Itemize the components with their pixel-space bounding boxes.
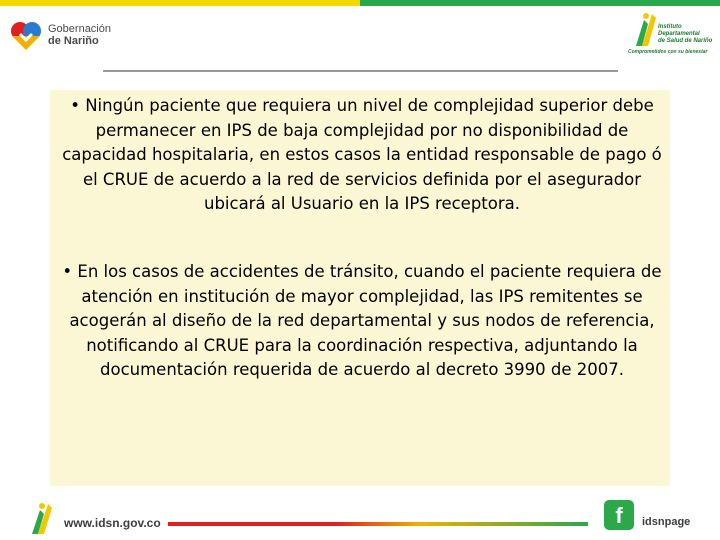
bullet-symbol: • xyxy=(70,96,80,115)
facebook-icon[interactable]: f xyxy=(604,500,634,530)
hands-logo-icon xyxy=(632,10,658,48)
ids-line2: Departamental xyxy=(658,31,700,37)
facebook-handle-link[interactable]: idsnpage xyxy=(642,516,691,528)
footer-hands-logo-icon xyxy=(30,500,60,536)
gobernacion-line2: de Nariño xyxy=(48,35,99,47)
header-divider xyxy=(103,70,618,72)
bullet-item-2 xyxy=(60,260,664,383)
bullet-item-1 xyxy=(60,94,664,217)
heart-logo-icon xyxy=(8,18,44,54)
content-panel xyxy=(50,90,670,486)
idsn-logo xyxy=(624,10,714,60)
top-bar-green-segment xyxy=(360,0,720,6)
ids-tagline: Comprometidos con su bienestar xyxy=(628,49,708,55)
footer-color-bar xyxy=(168,522,588,526)
top-bar-yellow-segment xyxy=(0,0,360,6)
gobernacion-logo xyxy=(8,18,118,54)
gobernacion-line1: Gobernación xyxy=(48,23,111,35)
bullet-text-2: En los casos de accidentes de tránsito, cuando el paciente requiera de atención en institución de mayor complejidad, las IPS remitentes se acogerán al diseño de la red departamental y sus nodos de referencia, notificando al CRUE para la coordinación respectiva, adjuntando la documentación requerida de acuerdo al decreto 3990 de 2007. xyxy=(69,262,662,379)
footer-website-link[interactable]: www.idsn.gov.co xyxy=(64,516,161,530)
top-color-bar xyxy=(0,0,720,6)
ids-line3: de Salud de Nariño xyxy=(658,38,713,44)
bullet-symbol: • xyxy=(62,262,73,281)
bullet-text-1: Ningún paciente que requiera un nivel de complejidad superior debe permanecer en IPS de baja complejidad por no disponibilidad de capacidad hospitalaria, en estos casos la entidad responsable de pago ó el CRUE de acuerdo a la red de servicios definida por el asegurador ubicará al Usuario en la IPS receptora. xyxy=(62,96,662,213)
ids-line1: Instituto xyxy=(658,24,682,30)
